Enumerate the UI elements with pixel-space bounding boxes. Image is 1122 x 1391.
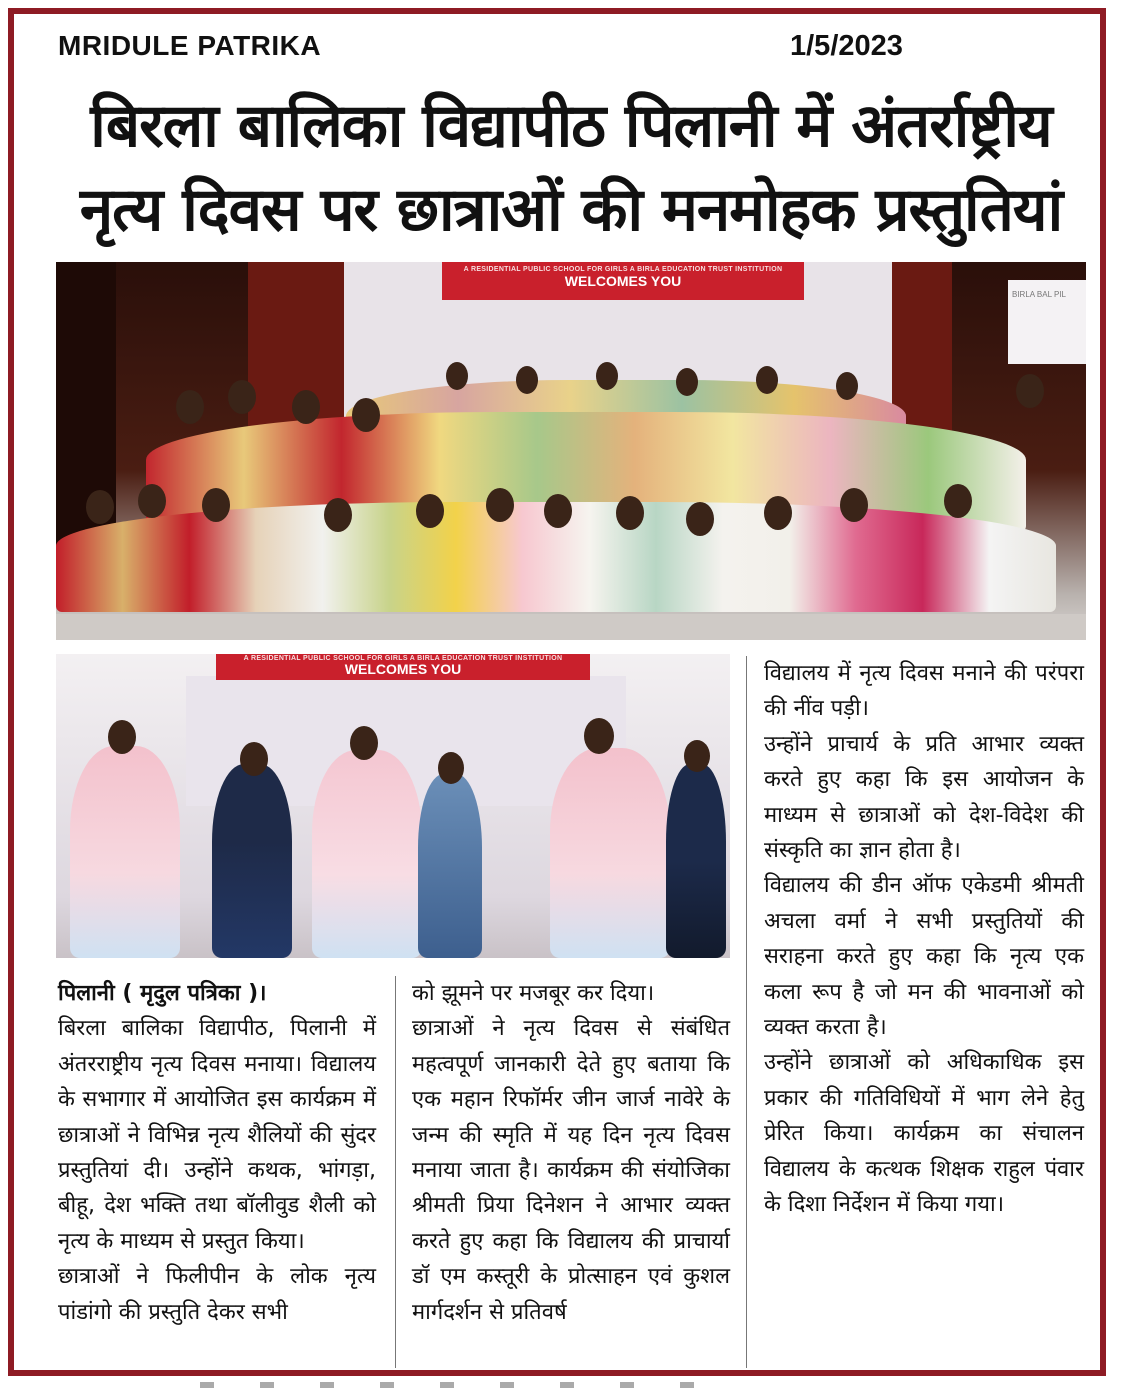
dancer	[418, 774, 482, 958]
person	[446, 362, 468, 390]
person	[1016, 374, 1044, 408]
headline	[56, 84, 1086, 252]
person	[108, 720, 136, 754]
publication-name: MRIDULE PATRIKA	[58, 30, 322, 61]
article-text-1: बिरला बालिका विद्यापीठ, पिलानी में अंतरराष्ट्रीय नृत्य दिवस मनाया। विद्यालय के सभागार में आयोजित इस कार्यक्रम में छात्राओं ने विभिन्न नृत्य शैलियों की सुंदर प्रस्तुतियां दी। उन्होंने कथक, भांगड़ा, बीहू, देश भक्ति तथा बॉलीवुड शैली को नृत्य के माध्यम से प्रस्तुत किया। छात्राओं ने फिलीपीन के लोक नृत्य पांडांगो की प्रस्तुति देकर सभी	[58, 1016, 376, 1325]
headline-line-1: बिरला बालिका विद्यापीठ पिलानी में अंतर्राष्ट्रीय	[90, 91, 1052, 161]
headline-line-2: नृत्य दिवस पर छात्राओं की मनमोहक प्रस्तुतियां	[79, 175, 1063, 245]
dance-photo	[56, 654, 730, 958]
column-rule	[746, 656, 747, 1368]
person	[416, 494, 444, 528]
person	[944, 484, 972, 518]
dancer	[666, 764, 726, 958]
person	[676, 368, 698, 396]
column-rule	[395, 976, 396, 1368]
person	[764, 496, 792, 530]
dancer	[70, 746, 180, 958]
person	[840, 488, 868, 522]
person	[516, 366, 538, 394]
dateline: पिलानी ( मृदुल पत्रिका )।	[58, 981, 267, 1006]
banner-welcome-text: WELCOMES YOU	[344, 661, 462, 677]
stage-floor	[56, 614, 1086, 640]
dancer	[550, 748, 670, 958]
article-column-1	[58, 976, 376, 1330]
person	[176, 390, 204, 424]
person	[756, 366, 778, 394]
person	[86, 490, 114, 524]
bottom-edge	[200, 1382, 700, 1388]
side-sign: BIRLA BAL PIL	[1008, 280, 1086, 364]
person	[202, 488, 230, 522]
article-column-2	[412, 976, 730, 1330]
person	[438, 752, 464, 784]
person	[544, 494, 572, 528]
person	[584, 718, 614, 754]
person	[686, 502, 714, 536]
article-text-3: विद्यालय में नृत्य दिवस मनाने की परंपरा की नींव पड़ी। उन्होंने प्राचार्य के प्रति आभार व्यक्त करते हुए कहा कि इस आयोजन के माध्यम से छात्राओं को देश-विदेश की संस्कृति का ज्ञान होता है। विद्यालय की डीन ऑफ एकेडमी श्रीमती अचला वर्मा ने सभी प्रस्तुतियों की सराहना करते हुए कहा कि नृत्य एक कला रूप है जो मन की भावनाओं को व्यक्त करता है। उन्होंने छात्राओं को अधिकाधिक इस प्रकार की गतिविधियों में भाग लेने हेतु प्रेरित किया। कार्यक्रम का संचालन विद्यालय के कत्थक शिक्षक राहुल पंवार के दिशा निर्देशन में किया गया।	[764, 661, 1084, 1218]
person	[350, 726, 378, 760]
dancer	[212, 764, 292, 958]
person	[486, 488, 514, 522]
article-text-2: को झूमने पर मजबूर कर दिया। छात्राओं ने नृत्य दिवस से संबंधित महत्वपूर्ण जानकारी देते हुए बताया कि एक महान रिफॉर्मर जीन जार्ज नावेरे के जन्म की स्मृति में यह दिन नृत्य दिवस मनाया जाता है। कार्यक्रम की संयोजिका श्रीमती प्रिया दिनेशन ने आभार व्यक्त करते हुए कहा कि विद्यालय की प्राचार्या डॉ एम कस्तूरी के प्रोत्साहन एवं कुशल मार्गदर्शन से प्रतिवर्ष	[412, 981, 730, 1325]
person	[596, 362, 618, 390]
person	[228, 380, 256, 414]
banner-subtitle: A RESIDENTIAL PUBLIC SCHOOL FOR GIRLS A BIRLA EDUCATION TRUST INSTITUTION	[463, 266, 783, 273]
banner-welcome-text: WELCOMES YOU	[564, 273, 682, 289]
person	[616, 496, 644, 530]
person	[292, 390, 320, 424]
person	[324, 498, 352, 532]
welcome-banner	[216, 654, 590, 680]
person	[352, 398, 380, 432]
banner-subtitle: A RESIDENTIAL PUBLIC SCHOOL FOR GIRLS A BIRLA EDUCATION TRUST INSTITUTION	[243, 655, 563, 662]
person	[138, 484, 166, 518]
dancer	[312, 750, 422, 958]
publication-date: 1/5/2023	[790, 30, 903, 62]
article-column-3	[764, 656, 1084, 1223]
group-photo	[56, 262, 1086, 640]
person	[684, 740, 710, 772]
person	[836, 372, 858, 400]
welcome-banner	[442, 262, 804, 300]
person	[240, 742, 268, 776]
